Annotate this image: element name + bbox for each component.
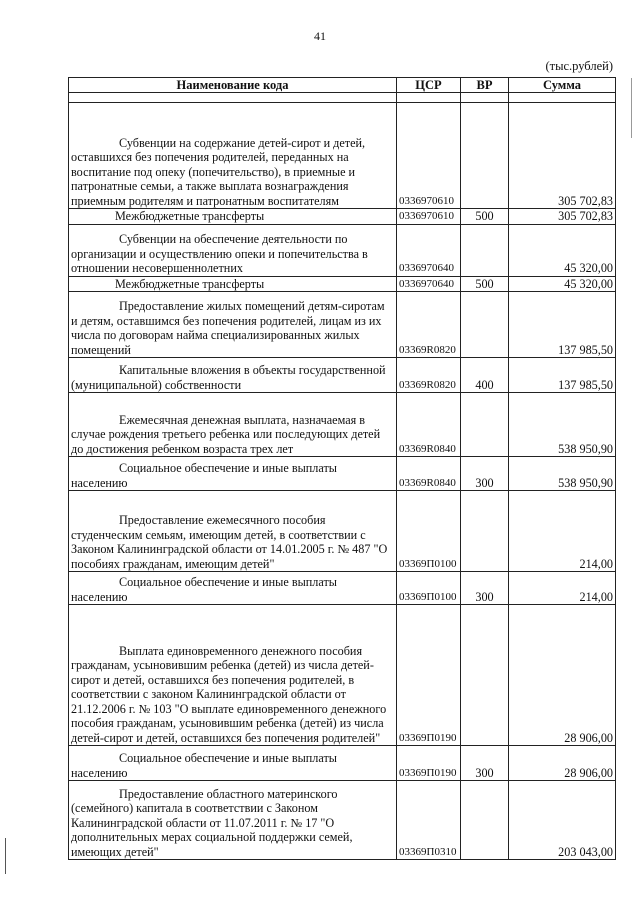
table-row <box>69 781 616 860</box>
header-sum: Сумма <box>509 78 616 93</box>
row-csr: 03369П0100 <box>397 572 461 605</box>
row-csr: 03369R0820 <box>397 358 461 393</box>
row-sum: 203 043,00 <box>509 781 616 860</box>
row-csr: 03369R0840 <box>397 393 461 457</box>
row-csr: 03369П0310 <box>397 781 461 860</box>
table-row <box>69 605 616 746</box>
budget-table <box>68 77 616 860</box>
scan-edge-line <box>631 78 632 138</box>
row-name: Ежемесячная денежная выплата, назначаемая в случае рождения третьего ребенка или последующих детей до достижения ребенком возраста трех лет <box>69 393 397 457</box>
page-number: 41 <box>314 29 326 43</box>
units-label: (тыс.рублей) <box>545 59 613 73</box>
row-name: Межбюджетные трансферты <box>69 276 397 292</box>
row-csr: 03369R0820 <box>397 292 461 358</box>
row-vr <box>461 605 509 746</box>
row-sum: 28 906,00 <box>509 746 616 781</box>
table-row <box>69 393 616 457</box>
row-vr <box>461 781 509 860</box>
row-vr: 300 <box>461 746 509 781</box>
table-row <box>69 224 616 276</box>
row-name: Предоставление областного материнского (семейного) капитала в соответствии с Законом Калининградской области от 11.07.2011 г. № 17 "О дополнительных мерах социальной поддержки семей, имеющих детей" <box>69 781 397 860</box>
row-sum: 538 950,90 <box>509 457 616 491</box>
row-vr <box>461 103 509 209</box>
row-vr: 500 <box>461 209 509 225</box>
row-vr: 300 <box>461 457 509 491</box>
header-csr: ЦСР <box>397 78 461 93</box>
row-csr: 0336970610 <box>397 209 461 225</box>
row-csr: 0336970640 <box>397 224 461 276</box>
scan-margin-line <box>5 838 6 874</box>
row-sum: 137 985,50 <box>509 292 616 358</box>
row-name: Социальное обеспечение и иные выплаты населению <box>69 746 397 781</box>
row-sum: 305 702,83 <box>509 209 616 225</box>
table-row <box>69 292 616 358</box>
row-csr: 0336970610 <box>397 103 461 209</box>
table-row <box>69 358 616 393</box>
row-csr: 03369R0840 <box>397 457 461 491</box>
header-name: Наименование кода <box>69 78 397 93</box>
row-name: Предоставление жилых помещений детям-сиротам и детям, оставшимся без попечения родителей, лицам из их числа по договорам найма специализированных жилых помещений <box>69 292 397 358</box>
row-sum: 137 985,50 <box>509 358 616 393</box>
table-row <box>69 491 616 572</box>
row-sum: 214,00 <box>509 572 616 605</box>
row-csr: 0336970640 <box>397 276 461 292</box>
table-row <box>69 457 616 491</box>
row-vr <box>461 491 509 572</box>
row-name: Капитальные вложения в объекты государственной (муниципальной) собственности <box>69 358 397 393</box>
table-row <box>69 103 616 209</box>
table-header-row <box>69 78 616 93</box>
row-vr <box>461 393 509 457</box>
row-vr: 300 <box>461 572 509 605</box>
row-name: Выплата единовременного денежного пособия гражданам, усыновившим ребенка (детей) из числа детей-сирот и детей, оставшихся без попечения родителей, в соответствии с законом Калининградской области от 21.12.2006 г. № 103 "О выплате единовременного денежного пособия гражданам, усыновившим ребенка (детей) из числа детей-сирот и детей, оставшихся без попечения родителей" <box>69 605 397 746</box>
row-name: Предоставление ежемесячного пособия студенческим семьям, имеющим детей, в соответствии с Законом Калининградской области от 14.01.2005 г. № 487 "О пособиях гражданам, имеющим детей" <box>69 491 397 572</box>
row-sum: 305 702,83 <box>509 103 616 209</box>
row-sum: 45 320,00 <box>509 224 616 276</box>
row-sum: 45 320,00 <box>509 276 616 292</box>
header-vr: ВР <box>461 78 509 93</box>
row-vr: 400 <box>461 358 509 393</box>
row-name: Субвенции на содержание детей-сирот и детей, оставшихся без попечения родителей, переданных на воспитание под опеку (попечительство), в приемные и патронатные семьи, а также выплата вознаграждения приемным родителям и патронатным воспитателям <box>69 103 397 209</box>
row-vr: 500 <box>461 276 509 292</box>
table-row <box>69 276 616 292</box>
row-vr <box>461 292 509 358</box>
row-csr: 03369П0100 <box>397 491 461 572</box>
row-vr <box>461 224 509 276</box>
row-name: Субвенции на обеспечение деятельности по организации и осуществлению опеки и попечительства в отношении несовершеннолетних <box>69 224 397 276</box>
row-sum: 538 950,90 <box>509 393 616 457</box>
table-row <box>69 746 616 781</box>
row-csr: 03369П0190 <box>397 605 461 746</box>
spacer-row <box>69 93 616 103</box>
row-name: Межбюджетные трансферты <box>69 209 397 225</box>
table-row <box>69 572 616 605</box>
row-name: Социальное обеспечение и иные выплаты населению <box>69 457 397 491</box>
row-csr: 03369П0190 <box>397 746 461 781</box>
row-sum: 28 906,00 <box>509 605 616 746</box>
table-row <box>69 209 616 225</box>
row-name: Социальное обеспечение и иные выплаты населению <box>69 572 397 605</box>
row-sum: 214,00 <box>509 491 616 572</box>
